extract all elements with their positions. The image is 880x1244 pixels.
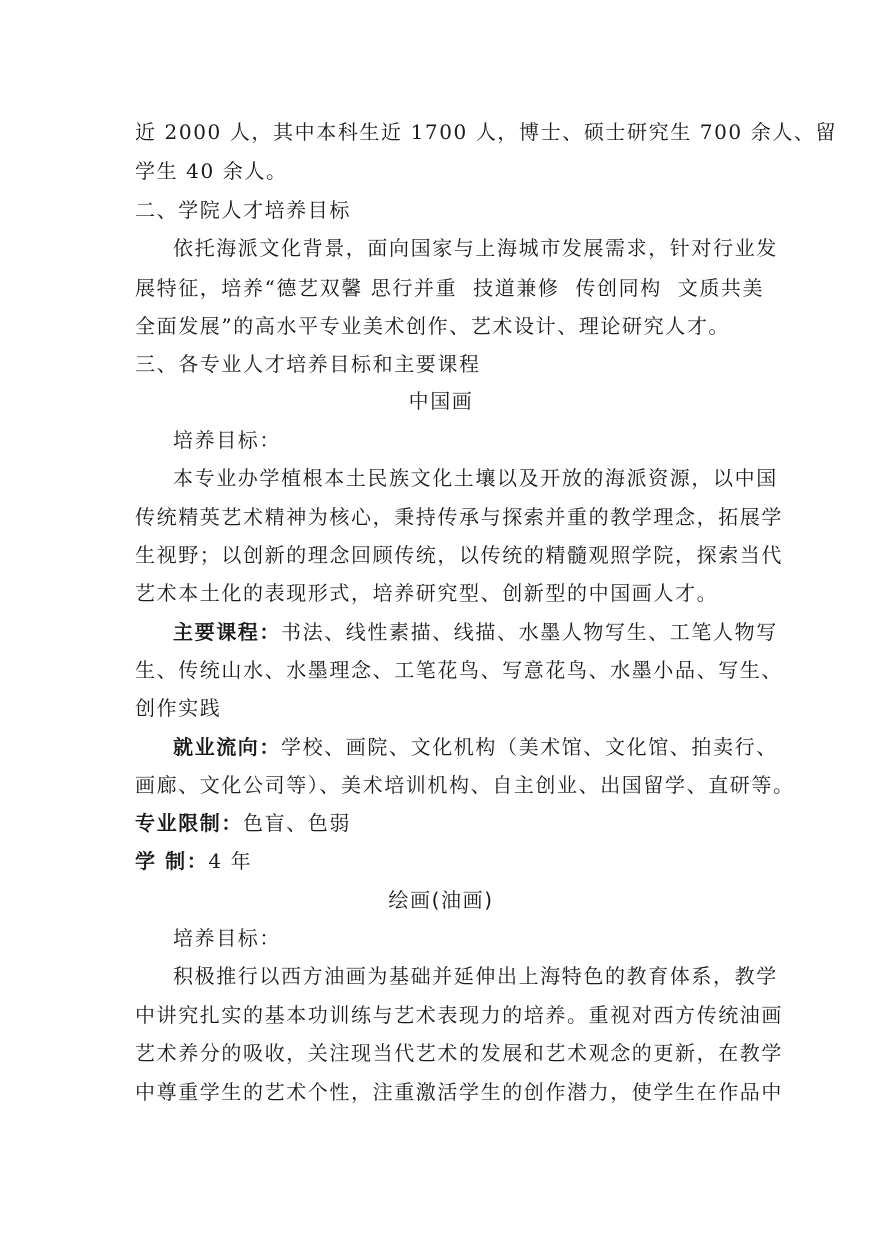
major2-goal-line-3: 艺术养分的吸收，关注现当代艺术的发展和艺术观念的更新，在教学	[135, 1041, 783, 1065]
major1-goal-line-1: 本专业办学植根本土民族文化土壤以及开放的海派资源，以中国	[173, 466, 778, 490]
section2-line-1: 依托海派文化背景，面向国家与上海城市发展需求，针对行业发	[173, 236, 778, 260]
major2-goal-line-4: 中尊重学生的艺术个性，注重激活学生的创作潜力，使学生在作品中	[135, 1080, 783, 1104]
major1-career-line-2: 画廊、文化公司等）、美术培训机构、自主创业、出国留学、直研等。	[135, 773, 795, 797]
major-title-chinese-painting: 中国画	[408, 389, 474, 413]
major1-courses-line-1	[173, 620, 778, 644]
section-heading-2: 二、学院人才培养目标	[135, 198, 351, 222]
major1-courses-line-3: 创作实践	[135, 696, 222, 720]
major1-restriction	[135, 811, 351, 835]
major1-duration-value: 4 年	[208, 849, 253, 873]
major1-duration-label: 学 制：	[135, 849, 209, 873]
intro-line-1: 近 2000 人，其中本科生近 1700 人，博士、硕士研究生 700 余人、留	[135, 120, 838, 144]
major1-restriction-label: 专业限制：	[135, 811, 243, 835]
major2-goal-line-2: 中讲究扎实的基本功训练与艺术表现力的培养。重视对西方传统油画	[135, 1003, 783, 1027]
major1-career-label: 就业流向：	[173, 735, 281, 759]
section2-line-2: 展特征，培养“德艺双馨 思行并重 技道兼修 传创同构 文质共美	[135, 276, 765, 300]
section2-line-3: 全面发展”的高水平专业美术创作、艺术设计、理论研究人才。	[135, 314, 731, 338]
major1-courses-line-2: 生、传统山水、水墨理念、工笔花鸟、写意花鸟、水墨小品、写生、	[135, 658, 783, 682]
major1-career-line-1	[173, 735, 778, 759]
major-title-oil-painting: 绘画(油画)	[388, 888, 494, 912]
major2-goal-label: 培养目标：	[173, 926, 281, 950]
major1-career-text: 学校、画院、文化机构（美术馆、文化馆、拍卖行、	[281, 735, 778, 759]
major1-goal-label: 培养目标：	[173, 428, 281, 452]
major1-goal-line-3: 生视野；以创新的理念回顾传统，以传统的精髓观照学院，探索当代	[135, 543, 783, 567]
section-heading-3: 三、各专业人才培养目标和主要课程	[135, 352, 481, 376]
major1-goal-line-4: 艺术本土化的表现形式，培养研究型、创新型的中国画人才。	[135, 581, 719, 605]
major1-courses-text: 书法、线性素描、线描、水墨人物写生、工笔人物写	[281, 620, 778, 644]
major2-goal-line-1: 积极推行以西方油画为基础并延伸出上海特色的教育体系，教学	[173, 964, 778, 988]
major1-duration	[135, 849, 252, 873]
major1-goal-line-2: 传统精英艺术精神为核心，秉持传承与探索并重的教学理念，拓展学	[135, 505, 783, 529]
major1-courses-label: 主要课程：	[173, 620, 281, 644]
major1-restriction-value: 色盲、色弱	[243, 811, 351, 835]
intro-line-2: 学生 40 余人。	[135, 159, 288, 183]
